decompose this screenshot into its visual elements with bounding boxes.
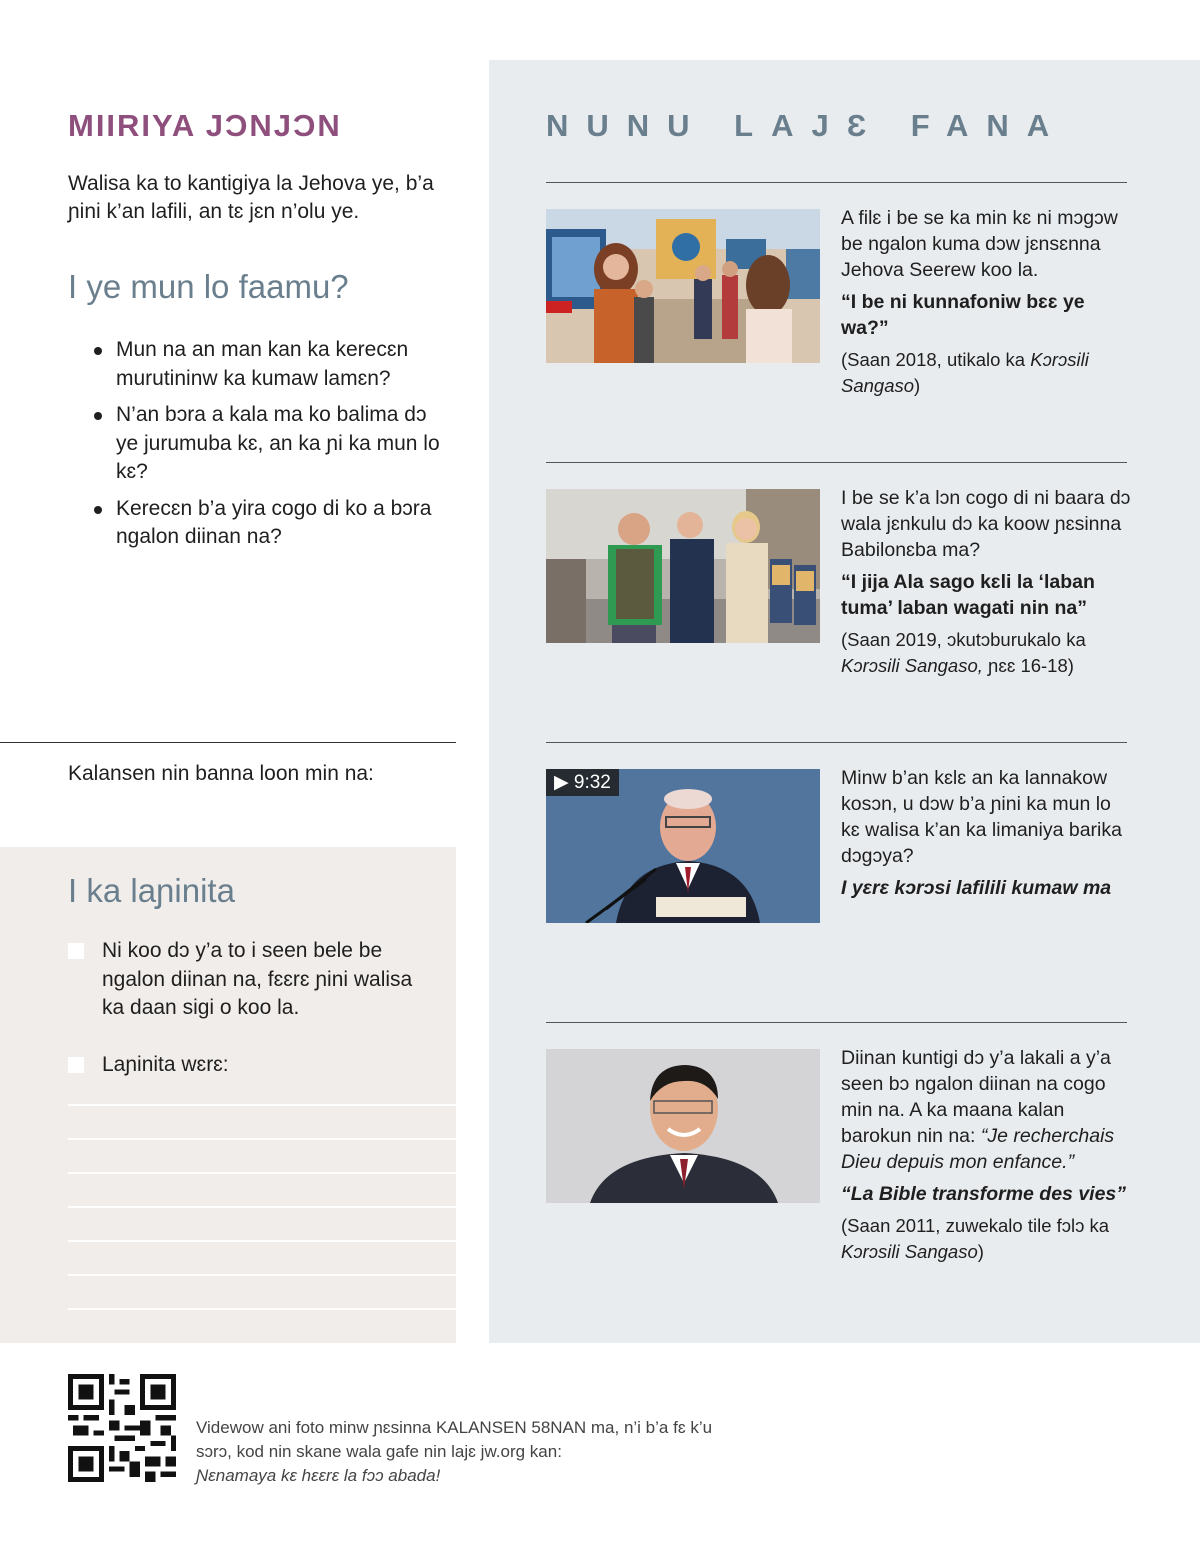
card-description: I be se k’a lɔn cogo di ni baara dɔ wala jɛnkulu dɔ ka koow ɲɛsinna Babilonɛba ma?: [841, 487, 1131, 561]
goal-item-text: Laɲinita wɛrɛ:: [102, 1053, 229, 1076]
article-source: [841, 1213, 1131, 1265]
goal-title: I ka laɲinita: [68, 872, 235, 909]
checkbox-icon[interactable]: [68, 1057, 84, 1073]
article-card: [841, 205, 1131, 405]
source-text: ɲɛɛ 16-18): [982, 655, 1074, 676]
divider: [546, 462, 1127, 463]
video-link[interactable]: I yɛrɛ kɔrɔsi lafilili kumaw ma: [841, 877, 1112, 899]
article-link[interactable]: “I jija Ala sago kɛli la ‘laban tuma’ laban wagati nin na”: [841, 571, 1095, 619]
goal-box: [0, 847, 456, 1343]
writing-line[interactable]: [68, 1138, 456, 1140]
source-text: (Saan 2018, utikalo ka: [841, 349, 1031, 370]
review-question: Kerecɛn b’a yira cogo di ko a bɔra ngalon diinan na?: [92, 495, 452, 552]
card-description: [841, 1045, 1131, 1175]
woman-with-phone-image: [546, 209, 820, 363]
article-image[interactable]: [546, 209, 820, 363]
source-publication: Kɔrɔsili Sangaso: [841, 349, 1089, 396]
source-text: ): [914, 375, 921, 396]
card-description: A filɛ i be se ka min kɛ ni mɔgɔw be ngalon kuma dɔw jɛnsɛnna Jehova Seerew koo la.: [841, 207, 1118, 281]
intro-text: Walisa ka to kantigiya la Jehova ye, b’a ɲini k’an lafili, an tɛ jɛn n’olu ye.: [68, 172, 434, 223]
review-question: Mun na an man kan ka kerecɛn murutininw ka kumaw lamɛn?: [92, 336, 452, 393]
review-heading: I ye mun lo faamu?: [68, 268, 349, 305]
card-description-text: Diinan kuntigi dɔ y’a lakali a y’a seen bɔ ngalon diinan na cogo min na. A ka maana kalan barokun nin na:: [841, 1047, 1111, 1147]
article-image[interactable]: [546, 489, 820, 643]
divider: [546, 1022, 1127, 1023]
section-title: MIIRIYA JƆNJƆN: [68, 108, 342, 143]
qr-code[interactable]: [68, 1374, 176, 1482]
smiling-man-image: [546, 1049, 820, 1203]
goal-item-text: Ni koo dɔ y’a to i seen bele be ngalon diinan na, fɛɛrɛ ɲini walisa ka daan sigi o koo la.: [102, 939, 413, 1019]
review-question: N’an bɔra a kala ma ko balima dɔ ye jurumuba kɛ, an ka ɲi ka mun lo kɛ?: [92, 401, 452, 487]
divider: [546, 742, 1127, 743]
review-questions: [92, 336, 452, 560]
writing-line[interactable]: [68, 1274, 456, 1276]
checkbox-icon[interactable]: [68, 943, 84, 959]
writing-line[interactable]: [68, 1172, 456, 1174]
divider: [0, 742, 456, 743]
explore-title: NUNU LAJƐ FANA: [546, 108, 1068, 143]
writing-line[interactable]: [68, 1308, 456, 1310]
footer-text: Videwow ani foto minw ɲɛsinna KALANSEN 58NAN ma, n’i b’a fɛ k’u sɔrɔ, kod nin skane wala gafe nin lajɛ jw.org kan:: [196, 1418, 713, 1461]
writing-line[interactable]: [68, 1206, 456, 1208]
source-text: (Saan 2011, zuwekalo tile fɔlɔ ka: [841, 1215, 1110, 1236]
writing-line[interactable]: [68, 1240, 456, 1242]
source-publication: Kɔrɔsili Sangaso: [841, 1241, 978, 1262]
source-publication: Kɔrɔsili Sangaso,: [841, 655, 983, 676]
lesson-completed-label: Kalansen nin banna loon min na:: [68, 762, 374, 785]
qr-code-icon: [68, 1374, 176, 1482]
video-duration-badge: ▶ 9:32: [546, 769, 619, 796]
article-card: [841, 1045, 1131, 1271]
footer-note: [196, 1416, 716, 1488]
card-quote: “Je recherchais Dieu depuis mon enfance.”: [841, 1125, 1115, 1173]
article-source: [841, 627, 1131, 679]
goal-item[interactable]: [68, 1051, 438, 1080]
article-link[interactable]: “La Bible transforme des vies”: [841, 1183, 1127, 1205]
source-text: (Saan 2019, ɔkutɔburukalo ka: [841, 629, 1086, 650]
source-text: ): [977, 1241, 984, 1262]
card-description: Minw b’an kɛlɛ an ka lannakow kosɔn, u dɔw b’a ɲini ka mun lo kɛ walisa k’an ka limaniya barika dɔgɔya?: [841, 767, 1122, 867]
writing-line[interactable]: [68, 1104, 456, 1106]
footer-publication[interactable]: Ɲɛnamaya kɛ hɛɛrɛ la fɔɔ abada!: [196, 1466, 441, 1485]
article-link[interactable]: “I be ni kunnafoniw bɛɛ ye wa?”: [841, 291, 1085, 339]
article-card: [841, 485, 1131, 685]
article-image[interactable]: [546, 1049, 820, 1203]
divider: [546, 182, 1127, 183]
article-source: [841, 347, 1131, 399]
goal-item[interactable]: [68, 937, 438, 1023]
witnesses-giving-tract-image: [546, 489, 820, 643]
video-thumbnail[interactable]: [546, 769, 820, 923]
video-card: [841, 765, 1131, 907]
